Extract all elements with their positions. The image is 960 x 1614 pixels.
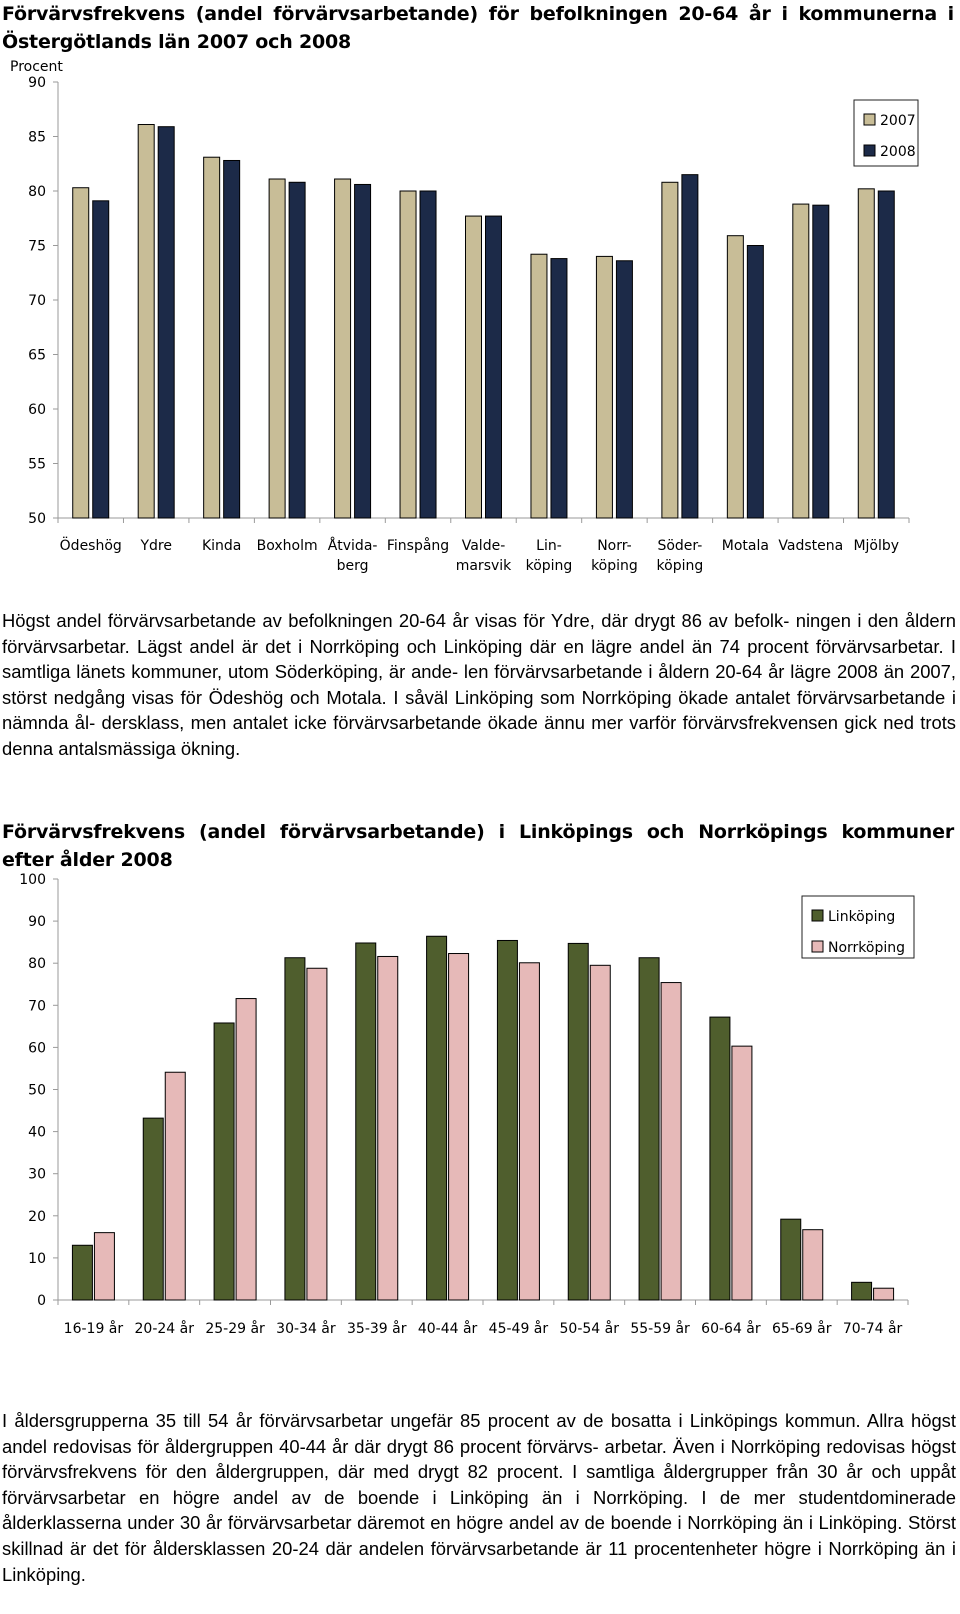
chart1-legend-label: 2008 (880, 144, 916, 160)
chart2-bar (661, 983, 681, 1300)
chart1-ytick-label: 70 (28, 293, 46, 309)
chart2-ytick-label: 30 (28, 1166, 46, 1183)
chart1-bar (662, 182, 678, 518)
chart1-bar (878, 191, 894, 518)
chart1-category-label: köping (591, 558, 638, 574)
chart2-bar (449, 954, 469, 1300)
chart2-legend-label: Linköping (828, 909, 896, 925)
chart2-bar (72, 1245, 92, 1300)
chart2-bar (285, 958, 305, 1300)
chart1-region-votes-2007-2008 (0, 58, 960, 588)
chart1-category-label: Åtvida- (327, 538, 378, 554)
chart1-category-label: Mjölby (853, 538, 900, 554)
chart2-bar (143, 1118, 163, 1300)
chart1-bar (224, 160, 240, 518)
chart2-category-label: 30-34 år (276, 1321, 336, 1337)
paragraph-2: I åldersgrupperna 35 till 54 år förvärvsarbetar ungefär 85 procent av de bosatta i Linköpings kommun. Allra högst andel redovisas för åldergruppen 40-44 år där drygt 86 procent förvärvs- arbetar. Även i Norrköping redovisas högst förvärvsfrekvens för den åldergruppen, där med drygt 82 procent. I samtliga åldergrupper från 30 år och uppåt förvärvsarbetar en högre andel av de boende i Linköping än i Norrköping. I de mer studentdominerade ålderklasserna under 30 år förvärvsarbetar däremot en högre andel av de boende i Norrköping än i Linköping. Störst skillnad är det för åldersklassen 20-24 där andelen förvärvsarbetande är 11 procentenheter högre i Norrköping än i Linköping. (2, 1410, 956, 1585)
chart2-category-label: 20-24 år (134, 1321, 194, 1337)
chart1-category-label: marsvik (455, 558, 512, 574)
chart2-category-label: 50-54 år (559, 1321, 619, 1337)
chart2-bar (803, 1230, 823, 1300)
chart2-bar (568, 943, 588, 1300)
chart2-ytick-label: 20 (28, 1208, 46, 1225)
chart2-bar (497, 940, 517, 1300)
chart2-ytick-label: 60 (28, 1040, 46, 1057)
chart1-title: Förvärvsfrekvens (andel förvärvsarbetande) för befolkningen 20-64 år i kommunerna i Östergötlands län 2007 och 2008 (2, 3, 954, 53)
chart2-ytick-label: 40 (28, 1124, 46, 1141)
chart1-bar (793, 204, 809, 518)
chart1-bar (400, 191, 416, 518)
chart2-category-label: 45-49 år (488, 1321, 549, 1337)
chart2-bar (378, 956, 398, 1300)
chart1-bar (138, 125, 154, 518)
chart2-ytick-label: 100 (19, 873, 46, 888)
chart2-bar (781, 1219, 801, 1300)
chart1-bar (289, 182, 305, 518)
chart1-bar (73, 188, 89, 518)
chart2-bar (165, 1072, 185, 1300)
chart2-category-label: 40-44 år (417, 1321, 478, 1337)
chart1-bar (158, 127, 174, 518)
chart2-ytick-label: 50 (28, 1082, 46, 1099)
chart1-category-label: Kinda (201, 538, 242, 554)
chart1-category-label: Finspång (386, 538, 450, 554)
chart2-title: Förvärvsfrekvens (andel förvärvsarbetande) i Linköpings och Norrköpings kommuner efter ålder 2008 (2, 821, 954, 871)
chart2-category-label: 70-74 år (842, 1321, 903, 1337)
chart2-ytick-label: 10 (28, 1250, 46, 1267)
chart2-bar (732, 1046, 752, 1300)
chart2-bar (590, 965, 610, 1300)
chart1-legend-swatch (864, 114, 875, 125)
chart1-bar (335, 179, 351, 518)
chart2-bar (94, 1233, 114, 1300)
chart2-bar (710, 1017, 730, 1300)
chart1-category-label: köping (656, 558, 704, 574)
chart1-bar (420, 191, 436, 518)
chart1-category-label: Vadstena (778, 538, 844, 554)
chart2-age-linkoping-norrkoping (0, 873, 960, 1383)
chart1-bar (93, 201, 109, 518)
chart1-bar (204, 157, 220, 518)
chart1-bar (858, 189, 874, 518)
chart2-bar (307, 968, 327, 1300)
chart1-category-label: Ödeshög (59, 538, 122, 554)
chart1-bar (269, 179, 285, 518)
chart1-bar (616, 261, 632, 518)
chart2-bar (519, 963, 539, 1300)
chart1-bar (813, 205, 829, 518)
chart1-ytick-label: 65 (28, 347, 46, 364)
chart1-bar (727, 236, 743, 518)
chart1-ytick-label: 85 (28, 129, 46, 146)
chart2-legend-label: Norrköping (828, 940, 906, 956)
chart1-category-label: berg (336, 558, 369, 574)
chart2-ytick-label: 90 (28, 914, 46, 931)
chart1-bar (747, 246, 763, 519)
chart1-ylabel: Procent (10, 59, 63, 75)
chart2-category-label: 35-39 år (347, 1321, 407, 1337)
chart1-bar (486, 216, 502, 518)
chart2-bar (356, 943, 376, 1300)
chart2-ytick-label: 70 (28, 998, 46, 1015)
chart1-ytick-label: 60 (28, 402, 46, 418)
chart2-category-label: 60-64 år (701, 1321, 761, 1337)
chart1-category-label: Lin- (536, 538, 562, 554)
chart1-bar (596, 256, 612, 518)
chart2-bar (427, 936, 447, 1300)
chart1-category-label: Ydre (140, 538, 172, 554)
chart1-category-label: Boxholm (256, 538, 318, 554)
chart1-ytick-label: 55 (28, 456, 46, 473)
chart1-legend-swatch (864, 145, 875, 156)
chart2-category-label: 16-19 år (63, 1321, 124, 1337)
chart2-bar (874, 1288, 894, 1300)
chart2-category-label: 25-29 år (205, 1321, 265, 1337)
chart2-ytick-label: 80 (28, 956, 46, 973)
paragraph-1: Högst andel förvärvsarbetande av befolkningen 20-64 år visas för Ydre, där drygt 86 av befolk- ningen i den åldern förvärvsarbetar. Lägst andel är det i Norrköping och Linköping där en lägre andel än 74 procent förvärvsarbetar. I samtliga länets kommuner, utom Söderköping, är ande- len förvärvsarbetande i åldern 20-64 år lägre 2008 än 2007, störst nedgång visas för Ödeshög och Motala. I såväl Linköping som Norrköping ökade antalet förvärvsarbetande i nämnda ål- dersklass, men antalet icke förvärvsarbetande ökade ännu mer varför förvärvsfrekvensen gick ned trots denna antalsmässiga ökning. (2, 610, 956, 759)
chart2-bar (214, 1023, 234, 1300)
chart1-ytick-label: 75 (28, 238, 46, 255)
chart2-legend-swatch (812, 910, 823, 921)
chart1-legend-label: 2007 (880, 113, 916, 129)
chart2-category-label: 65-69 år (772, 1321, 832, 1337)
chart1-category-label: Motala (721, 538, 769, 554)
chart1-ytick-label: 90 (28, 75, 46, 91)
chart1-bar (551, 259, 567, 518)
chart2-ytick-label: 0 (37, 1293, 46, 1309)
chart1-ytick-label: 50 (28, 511, 46, 527)
chart1-category-label: Norr- (597, 538, 632, 554)
chart1-bar (682, 175, 698, 518)
chart1-category-label: Valde- (461, 538, 506, 554)
chart2-bar (852, 1282, 872, 1300)
chart2-bar (236, 999, 256, 1300)
chart1-category-label: Söder- (657, 538, 703, 554)
chart1-bar (355, 184, 371, 518)
chart2-category-label: 55-59 år (630, 1321, 690, 1337)
chart2-legend-swatch (812, 941, 823, 952)
chart1-ytick-label: 80 (28, 184, 46, 200)
chart1-bar (466, 216, 482, 518)
chart1-category-label: köping (525, 558, 573, 574)
chart2-bar (639, 958, 659, 1300)
chart1-bar (531, 254, 547, 518)
